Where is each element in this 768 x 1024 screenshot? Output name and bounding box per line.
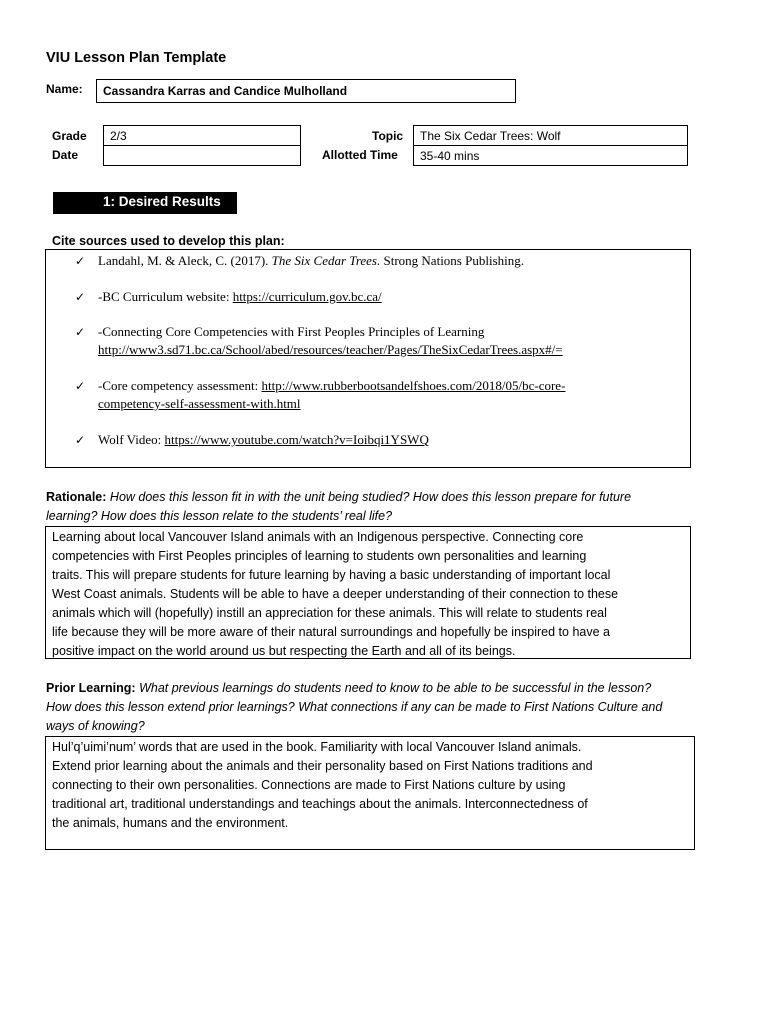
text-line: animals which will (hopefully) instill an appreciation for these animals. This will relate to students real <box>52 606 607 620</box>
rationale-box[interactable] <box>45 526 691 659</box>
text-line: Learning about local Vancouver Island animals with an Indigenous perspective. Connecting core <box>52 530 584 544</box>
topic-label: Topic <box>372 129 404 143</box>
checkmark-icon: ✓ <box>75 433 86 447</box>
text-line: West Coast animals. Students will be able to have a deeper understanding of their connection to these <box>52 587 619 601</box>
name-label: Name: <box>46 82 83 96</box>
text-line: traits. This will prepare students for future learning by having a basic understanding of important local <box>52 568 611 582</box>
date-field[interactable] <box>103 145 301 166</box>
rationale-question: Rationale: How does this lesson fit in with the unit being studied? How does this lesson prepare for future learning? How does this lesson relate to the students’ real life? <box>46 490 632 523</box>
grade-label: Grade <box>52 129 87 143</box>
rationale-label: Rationale: <box>46 490 107 504</box>
checkmark-icon: ✓ <box>75 379 86 393</box>
sources-label: Cite sources used to develop this plan: <box>52 234 285 248</box>
text-line: the animals, humans and the environment. <box>52 816 289 830</box>
prior-learning-question: Prior Learning: What previous learnings do students need to know to be able to be successful in the lesson? How does this lesson extend prior learnings? What connections if any can be made to First Nations Culture and ways of knowing? <box>46 681 663 733</box>
wolf-video-link[interactable]: https://www.youtube.com/watch?v=Ioibqi1YSWQ <box>164 432 429 447</box>
prior-learning-box[interactable] <box>45 736 695 850</box>
text-line: positive impact on the world around us but respecting the Earth and all of its beings. <box>52 644 516 658</box>
sd71-link[interactable]: http://www3.sd71.bc.ca/School/abed/resources/teacher/Pages/TheSixCedarTrees.aspx#/= <box>98 342 563 357</box>
topic-field[interactable]: The Six Cedar Trees: Wolf <box>413 125 688 146</box>
text-line: Extend prior learning about the animals and their personality based on First Nations traditions and <box>52 759 593 773</box>
text-line: Hul’q’uimi’num’ words that are used in the book. Familiarity with local Vancouver Island animals. <box>52 740 582 754</box>
name-field[interactable]: Cassandra Karras and Candice Mulholland <box>96 79 516 103</box>
section-header-desired-results: 1: Desired Results <box>53 192 237 214</box>
checkmark-icon: ✓ <box>75 325 86 339</box>
allotted-time-label: Allotted Time <box>322 148 398 162</box>
text-line: connecting to their own personalities. Connections are made to First Nations culture by using <box>52 778 566 792</box>
competency-link[interactable]: http://www.rubberbootsandelfshoes.com/2018/05/bc-core- <box>261 378 566 393</box>
competency-link-cont[interactable]: competency-self-assessment-with.html <box>98 396 301 411</box>
checkmark-icon: ✓ <box>75 290 86 304</box>
checkmark-icon: ✓ <box>75 254 86 268</box>
document-title: VIU Lesson Plan Template <box>46 50 227 66</box>
curriculum-link[interactable]: https://curriculum.gov.bc.ca/ <box>232 289 382 304</box>
text-line: competencies with First Peoples principles of learning to students own personalities and learning <box>52 549 587 563</box>
date-label: Date <box>52 148 79 162</box>
grade-field[interactable]: 2/3 <box>103 125 301 146</box>
text-line: life because they will be more aware of their natural surroundings and hopefully be inspired to have a <box>52 625 610 639</box>
allotted-time-field[interactable]: 35-40 mins <box>413 145 688 166</box>
text-line: traditional art, traditional understandings and teachings about the animals. Interconnectedness of <box>52 797 588 811</box>
prior-learning-label: Prior Learning: <box>46 681 136 695</box>
sources-box: ✓ Landahl, M. & Aleck, C. (2017). The Six Cedar Trees. Strong Nations Publishing. ✓ -BC Curriculum website: https://curriculum.gov.bc.ca/ ✓ -Connecting Core Competencies with First Peoples Principles of Learning http://www3.sd71.bc.ca/School/abed/resources/teacher/Pages/TheSixCedarTrees.aspx#/= ✓ -Core competency assessment: http://www.rubberbootsandelfshoes.com/2018/05/bc-core- competency-self-assessment-with.html ✓ Wolf Video: https://www.youtube.com/watch?v=Ioibqi1YSWQ <box>45 249 691 468</box>
